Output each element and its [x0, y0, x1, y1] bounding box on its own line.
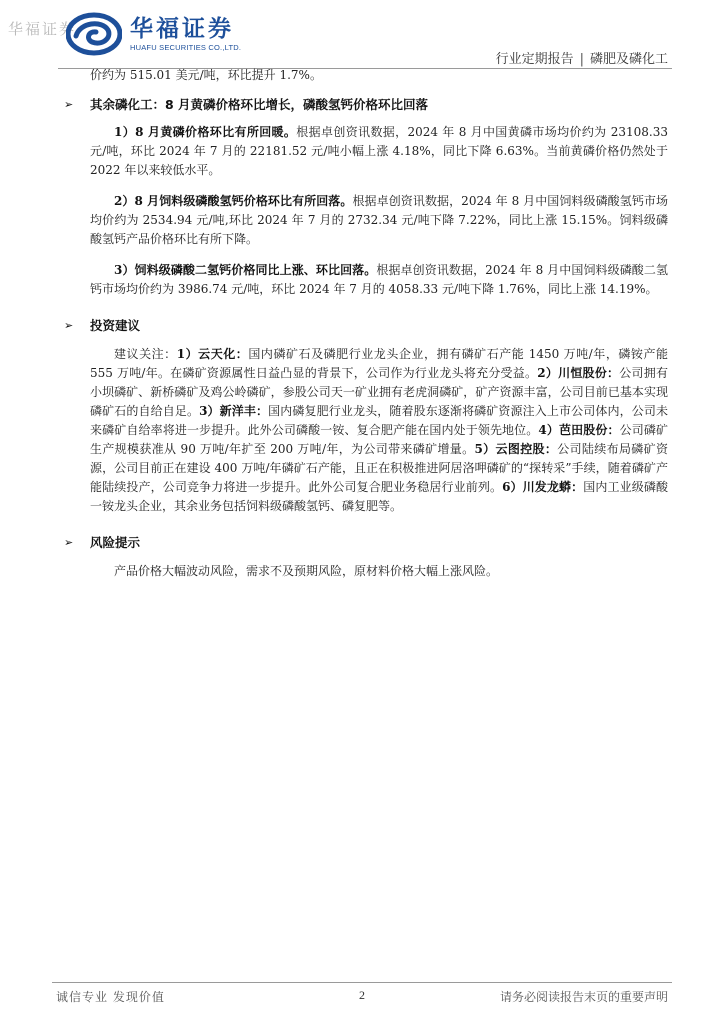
paragraph-yellow-phosphorus: [90, 123, 668, 180]
stock-yuntu: 5）云图控股：: [474, 442, 558, 456]
huafu-swirl-icon: [66, 12, 122, 56]
section-heading-invest: [64, 316, 668, 335]
section-heading-risk-text: 风险提示: [90, 535, 141, 550]
stock-text: 国内工业级磷酸一铵龙头企业，其余业务包括饲料级磷酸氢钙、磷复肥等。: [90, 480, 668, 513]
footer-disclaimer-note: 请务必阅读报告末页的重要声明: [499, 990, 668, 1004]
logo-chinese-name: 华福证券: [130, 16, 234, 42]
paragraph-invest: [90, 345, 668, 516]
industry-name: 磷肥及磷化工: [589, 52, 668, 67]
page-number: 2: [359, 988, 365, 1002]
arrow-bullet-icon: ➢: [64, 98, 74, 111]
paragraph-dcp: [90, 192, 668, 249]
stock-chuanheng: 2）川恒股份：: [537, 366, 620, 380]
header-report-info: [496, 48, 668, 67]
paragraph-text: 根据卓创资讯数据，2024 年 8 月中国饲料级磷酸氢钙市场均价约为 2534.94 元/吨,环比 2024 年 7 月的 2732.34 元/吨下降 7.22%，同比上涨 15.15%。饲料级磷酸氢钙产品价格环比有所下降。: [90, 194, 668, 246]
watermark-text: 华福证券: [8, 20, 77, 38]
footer-divider: [52, 982, 672, 983]
section-heading-other-text: 其余磷化工：8 月黄磷价格环比增长，磷酸氢钙价格环比回落: [90, 97, 429, 112]
report-body: [64, 66, 668, 581]
report-type: 行业定期报告: [495, 52, 574, 67]
stock-text: 国内磷矿石及磷肥行业龙头企业，拥有磷矿石产能 1450 万吨/年，磷铵产能 555 万吨/年。在磷矿资源属性日益凸显的背景下，公司作为行业龙头将充分受益。: [90, 347, 668, 380]
paragraph-risk: 产品价格大幅波动风险，需求不及预期风险，原材料价格大幅上涨风险。: [114, 564, 499, 578]
company-logo: [66, 12, 241, 56]
stock-batian: 4）芭田股份：: [538, 423, 620, 437]
stock-xinyangfeng: 3）新洋丰：: [199, 404, 269, 418]
invest-lead: 建议关注：: [114, 347, 177, 361]
paragraph-lead: 2）8 月饲料级磷酸氢钙价格环比有所回落。: [114, 194, 353, 208]
stock-text: 国内磷复肥行业龙头，随着股东逐渐将磷矿资源注入上市公司体内，公司未来磷矿自给率将进一步提升。此外公司磷酸一铵、复合肥产能在国内处于领先地位。: [90, 404, 668, 437]
stock-text: 公司磷矿生产规模获准从 90 万吨/年扩至 200 万吨/年，为公司带来磷矿增量。: [90, 423, 668, 456]
footer-slogan: 诚信专业 发现价值: [56, 990, 165, 1004]
paragraph-lead: 1）8 月黄磷价格环比有所回暖。: [114, 125, 297, 139]
paragraph-text: 根据卓创资讯数据，2024 年 8 月中国黄磷市场均价约为 23108.33 元/吨，环比 2024 年 7 月的 22181.52 元/吨小幅上涨 4.18%，同比下降 6.63%。当前黄磷价格仍然处于 2022 年以来较低水平。: [90, 125, 668, 177]
stock-yuntianhua: 1）云天化：: [176, 347, 249, 361]
logo-english-name: HUAFU SECURITIES CO.,LTD.: [130, 43, 242, 52]
stock-text: 公司陆续布局磷矿资源，公司目前正在建设 400 万吨/年磷矿石产能，且正在积极推进阿居洛呷磷矿的“探转采”手续，随着磷矿产能陆续投产，公司竞争力将进一步提升。此外公司复合肥业务稳居行业前列。: [90, 442, 668, 494]
continued-paragraph: 价约为 515.01 美元/吨，环比提升 1.7%。: [90, 68, 322, 82]
header-separator: |: [579, 52, 584, 67]
section-heading-invest-text: 投资建议: [90, 318, 141, 333]
paragraph-text: 根据卓创资讯数据，2024 年 8 月中国饲料级磷酸二氢钙市场均价约为 3986.74 元/吨，环比 2024 年 7 月的 4058.33 元/吨下降 1.76%，同比上涨 14.19%。: [90, 263, 668, 296]
paragraph-mcp: [90, 261, 668, 299]
section-heading-risk: [64, 533, 668, 552]
arrow-bullet-icon: ➢: [64, 319, 74, 332]
stock-text: 公司拥有小坝磷矿、新桥磷矿及鸡公岭磷矿，参股公司天一矿业拥有老虎洞磷矿，矿产资源丰富，公司目前已基本实现磷矿石的自给自足。: [90, 366, 668, 418]
arrow-bullet-icon: ➢: [64, 536, 74, 549]
section-heading-other: [64, 95, 668, 114]
stock-chuanfalongmang: 6）川发龙蟒：: [502, 480, 584, 494]
paragraph-lead: 3）饲料级磷酸二氢钙价格同比上涨、环比回落。: [114, 263, 377, 277]
